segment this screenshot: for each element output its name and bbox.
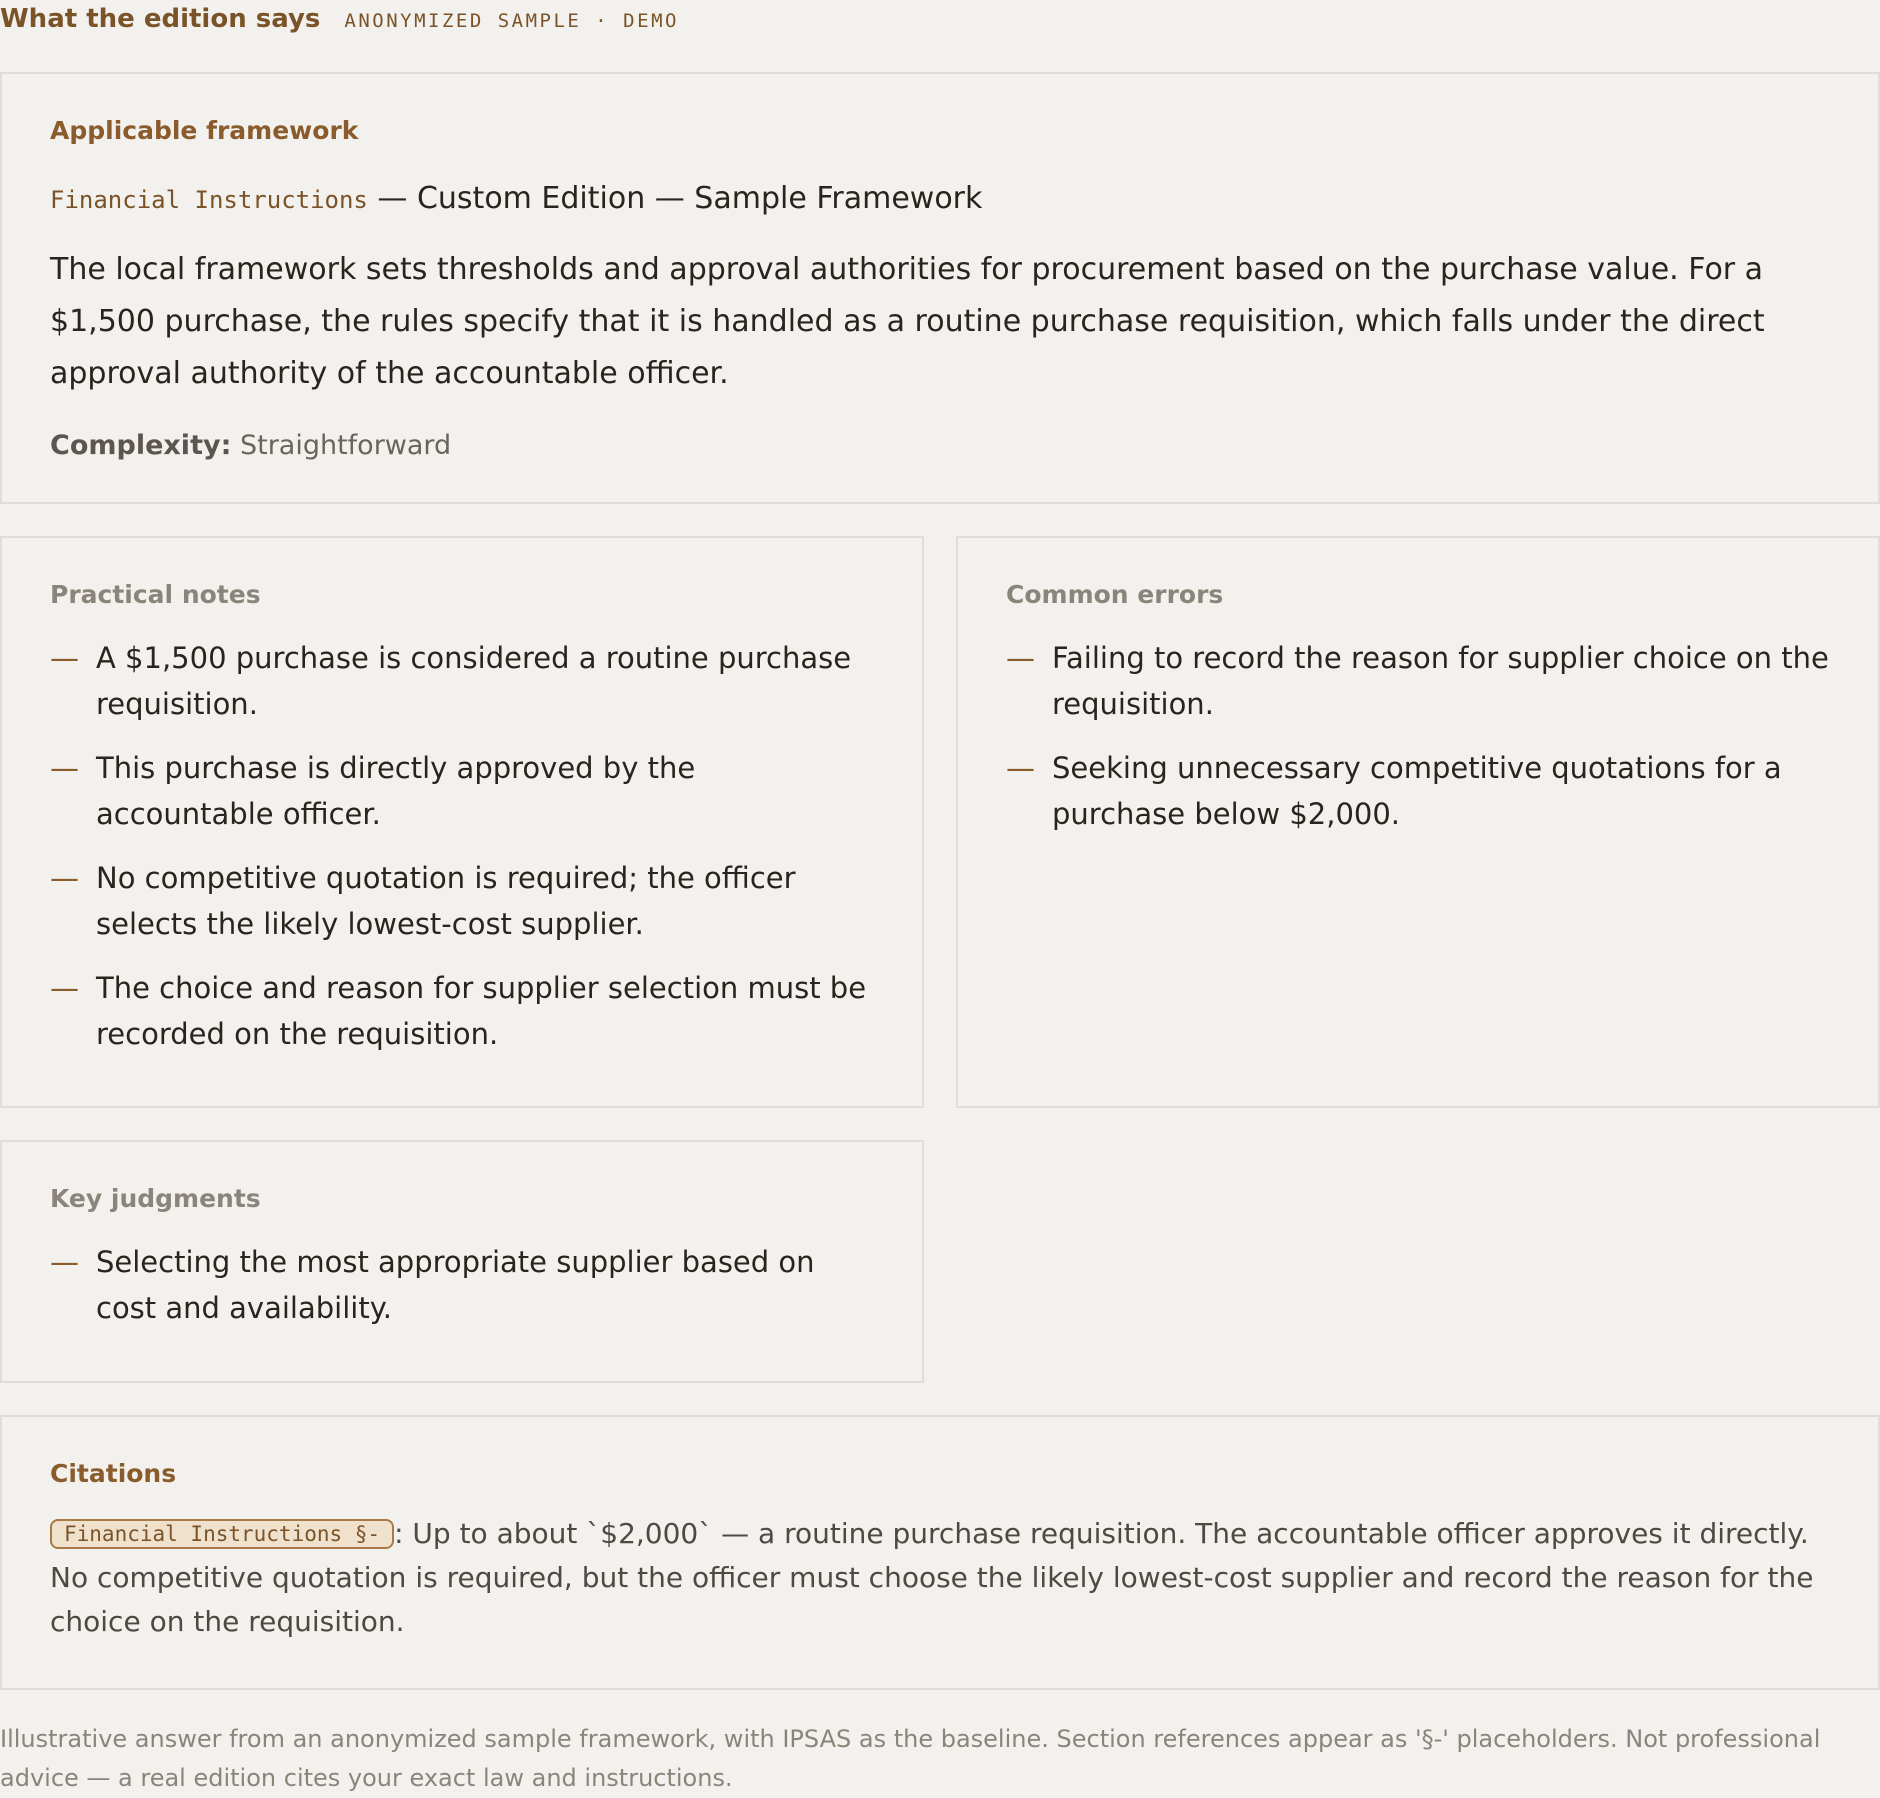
dash-bullet: —	[1006, 751, 1035, 785]
list-item-text: A $1,500 purchase is considered a routine purchase requisition.	[96, 641, 852, 721]
dash-bullet: —	[1006, 641, 1035, 675]
dash-bullet: —	[50, 971, 79, 1005]
list-item	[50, 965, 874, 1057]
header	[0, 4, 679, 34]
list-item	[50, 745, 874, 837]
common-errors-heading: Common errors	[1006, 580, 1224, 609]
framework-description: The local framework sets thresholds and approval authorities for procurement based on the purchase value. For a $1,500 purchase, the rules specify that it is handled as a routine purchase requisition, which falls under the direct approval authority of the accountable officer.	[50, 252, 1765, 391]
common-errors-card	[956, 536, 1880, 1108]
list-item-text: The choice and reason for supplier selection must be recorded on the requisition.	[96, 971, 867, 1051]
list-item-text: This purchase is directly approved by the accountable officer.	[96, 751, 696, 831]
practical-notes-card	[0, 536, 924, 1108]
complexity-row	[50, 430, 1830, 461]
dash-bullet: —	[50, 641, 79, 675]
citations-heading: Citations	[50, 1459, 177, 1488]
list-item	[50, 855, 874, 947]
header-title: What the edition says	[0, 4, 321, 34]
list-item	[1006, 635, 1830, 727]
practical-notes-heading: Practical notes	[50, 580, 261, 609]
disclaimer-footnote: Illustrative answer from an anonymized sample framework, with IPSAS as the baseline. Section references appear as '§-' placeholders. Not professional advice — a real edition cites your exact law and instructions.	[0, 1725, 1821, 1792]
framework-edition: — Custom Edition — Sample Framework	[367, 181, 983, 216]
list-item	[50, 635, 874, 727]
common-errors-list	[1006, 635, 1830, 837]
dash-bullet: —	[50, 751, 79, 785]
citation-reference-chip[interactable]: Financial Instructions §-	[50, 1519, 394, 1549]
applicable-framework-card	[0, 72, 1880, 504]
complexity-value: Straightforward	[239, 430, 452, 461]
list-item-text: Failing to record the reason for supplier choice on the requisition.	[1052, 641, 1829, 721]
framework-reference: Financial Instructions	[50, 186, 368, 214]
key-judgments-heading: Key judgments	[50, 1184, 261, 1213]
citations-card	[0, 1415, 1880, 1690]
list-item-text: No competitive quotation is required; the officer selects the likely lowest-cost supplier.	[96, 861, 796, 941]
key-judgments-list	[50, 1239, 874, 1331]
list-item-text: Selecting the most appropriate supplier based on cost and availability.	[96, 1245, 815, 1325]
practical-notes-list	[50, 635, 874, 1057]
list-item	[50, 1239, 874, 1331]
applicable-framework-heading: Applicable framework	[50, 116, 359, 145]
key-judgments-card	[0, 1140, 924, 1383]
complexity-label: Complexity:	[50, 430, 232, 461]
sample-tag: ANONYMIZED SAMPLE · DEMO	[344, 10, 679, 32]
dash-bullet: —	[50, 861, 79, 895]
list-item-text: Seeking unnecessary competitive quotations for a purchase below $2,000.	[1052, 751, 1782, 831]
dash-bullet: —	[50, 1245, 79, 1279]
citation-text: : Up to about `$2,000` — a routine purchase requisition. The accountable officer approves it directly. No competitive quotation is required, but the officer must choose the likely lowest-cost supplier and record the reason for the choice on the requisition.	[50, 1517, 1814, 1638]
list-item	[1006, 745, 1830, 837]
citation-entry	[50, 1512, 1830, 1644]
framework-title	[50, 179, 1830, 218]
